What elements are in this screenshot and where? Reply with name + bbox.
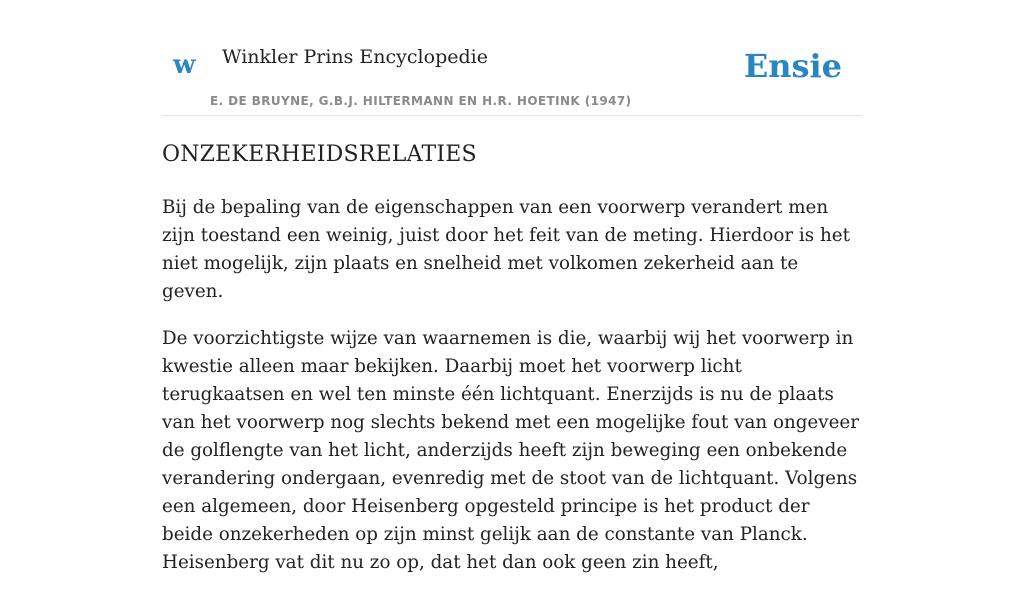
site-header (162, 0, 862, 116)
article-paragraph-2: De voorzichtigste wijze van waarnemen is die, waarbij wij het voorwerp in kwestie alleen maar bekijken. Daarbij moet het voorwerp licht terugkaatsen en wel ten minste één lichtquant. Enerzijds is nu de plaats van het voorwerp nog slechts bekend met een mogelijke fout van ongeveer de golflengte van het licht, anderzijds heeft zijn beweging een onbekende verandering ondergaan, evenredig met de stoot van de lichtquant. Volgens een algemeen, door Heisenberg opgesteld principe is het product der beide onzekerheden op zijn minst gelijk aan de constante van Planck. Heisenberg vat dit nu zo op, dat het dan ook geen zin heeft, (162, 328, 859, 573)
article-paragraph-1: Bij de bepaling van de eigenschappen van een voorwerp verandert men zijn toestand een weinig, juist door het feit van de meting. Hierdoor is het niet mogelijk, zijn plaats en snelheid met volkomen zekerheid aan te geven. (162, 197, 850, 302)
publication-title[interactable]: Winkler Prins Encyclopedie (222, 46, 488, 68)
article (162, 140, 862, 596)
publication-authors: E. DE BRUYNE, G.B.J. HILTERMANN EN H.R. HOETINK (1947) (210, 94, 632, 108)
brand-logo[interactable]: Ensie (743, 47, 842, 85)
publication-logo[interactable]: w (173, 50, 196, 80)
article-title: ONZEKERHEIDSRELATIES (162, 142, 477, 167)
